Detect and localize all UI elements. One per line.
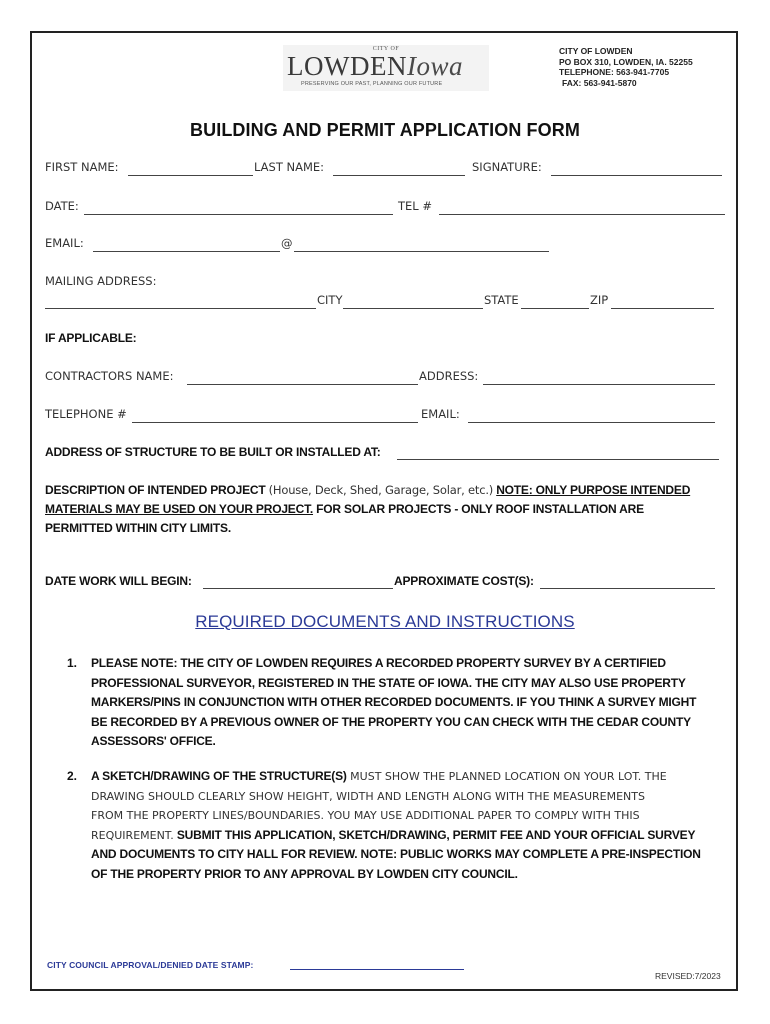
description-examples: (House, Deck, Shed, Garage, Solar, etc.) bbox=[268, 483, 494, 497]
date-label: DATE: bbox=[45, 199, 79, 213]
item-1-line: MARKERS/PINS IN CONJUNCTION WITH OTHER RECORDED DOCUMENTS. IF YOU THINK A SURVEY MIGHT bbox=[91, 695, 697, 709]
email-domain-field[interactable] bbox=[294, 251, 549, 252]
contractor-telephone-label: TELEPHONE # bbox=[45, 407, 127, 421]
item-2-line: AND DOCUMENTS TO CITY HALL FOR REVIEW. NOTE: PUBLIC WORKS MAY COMPLETE A PRE-INSPECTION bbox=[91, 847, 701, 861]
mailing-address-field[interactable] bbox=[45, 308, 316, 309]
item-2-number: 2. bbox=[67, 769, 78, 783]
address-line: FAX: 563-941-5870 bbox=[562, 77, 637, 88]
item-2-text bbox=[91, 767, 731, 884]
email-user-field[interactable] bbox=[93, 251, 280, 252]
council-stamp-field[interactable] bbox=[290, 969, 464, 970]
structure-address-field[interactable] bbox=[397, 459, 719, 460]
city-label: CITY bbox=[317, 293, 343, 307]
email-label: EMAIL: bbox=[45, 236, 84, 250]
last-name-field[interactable] bbox=[333, 175, 465, 176]
logo-city-of: CITY OF bbox=[372, 46, 400, 52]
description-label: DESCRIPTION OF INTENDED PROJECT bbox=[45, 483, 266, 497]
state-label: STATE bbox=[484, 293, 519, 307]
state-field[interactable] bbox=[521, 308, 589, 309]
tel-field[interactable] bbox=[439, 214, 725, 215]
item-2-submit-bold: SUBMIT THIS APPLICATION, SKETCH/DRAWING, PERMIT FEE AND YOUR OFFICIAL SURVEY bbox=[173, 827, 696, 842]
item-2-sketch-rest: MUST SHOW THE PLANNED LOCATION ON YOUR LOT. THE bbox=[346, 770, 667, 783]
city-address-block bbox=[559, 46, 693, 88]
address-line: TELEPHONE: 563-941-7705 bbox=[559, 67, 670, 77]
note-purpose-materials-cont: MATERIALS MAY BE USED ON YOUR PROJECT. bbox=[45, 502, 314, 516]
contractors-name-label: CONTRACTORS NAME: bbox=[45, 369, 174, 383]
city-field[interactable] bbox=[343, 308, 483, 309]
if-applicable-heading: IF APPLICABLE: bbox=[45, 331, 137, 345]
zip-field[interactable] bbox=[611, 308, 714, 309]
date-field[interactable] bbox=[84, 214, 393, 215]
contractors-name-field[interactable] bbox=[187, 384, 418, 385]
approx-cost-field[interactable] bbox=[540, 588, 715, 589]
item-1-text bbox=[91, 654, 731, 752]
contractor-email-field[interactable] bbox=[468, 422, 715, 423]
signature-label: SIGNATURE: bbox=[472, 160, 542, 174]
mailing-address-label: MAILING ADDRESS: bbox=[45, 274, 157, 288]
form-title: BUILDING AND PERMIT APPLICATION FORM bbox=[190, 120, 580, 140]
zip-label: ZIP bbox=[590, 293, 609, 307]
date-work-begin-label: DATE WORK WILL BEGIN: bbox=[45, 574, 192, 588]
item-1-line: BE RECORDED BY A PREVIOUS OWNER OF THE PROPERTY YOU CAN CHECK WITH THE CEDAR COUNTY bbox=[91, 714, 691, 729]
lowden-iowa-logo bbox=[283, 45, 489, 91]
item-2-sketch-bold: A SKETCH/DRAWING OF THE STRUCTURE(S) bbox=[91, 769, 347, 783]
logo-lowden: LOWDEN bbox=[287, 51, 407, 81]
note-purpose-materials: NOTE: ONLY PURPOSE INTENDED bbox=[496, 483, 691, 497]
required-documents-heading: REQUIRED DOCUMENTS AND INSTRUCTIONS bbox=[195, 612, 575, 631]
last-name-label: LAST NAME: bbox=[254, 160, 325, 174]
contractor-address-field[interactable] bbox=[483, 384, 715, 385]
item-1-line: ASSESSORS' OFFICE. bbox=[91, 734, 216, 748]
solar-note: FOR SOLAR PROJECTS - ONLY ROOF INSTALLATION ARE bbox=[316, 502, 644, 516]
logo-iowa: Iowa bbox=[406, 51, 463, 81]
contractor-address-label: ADDRESS: bbox=[419, 369, 479, 383]
address-line: PO BOX 310, LOWDEN, IA. 52255 bbox=[559, 56, 693, 67]
item-1-line: PLEASE NOTE: THE CITY OF LOWDEN REQUIRES A RECORDED PROPERTY SURVEY BY A CERTIFIED bbox=[91, 656, 666, 670]
item-2-requirement: REQUIREMENT. bbox=[91, 828, 174, 842]
structure-address-label: ADDRESS OF STRUCTURE TO BE BUILT OR INSTALLED AT: bbox=[45, 445, 381, 459]
item-1-line: PROFESSIONAL SURVEYOR, REGISTERED IN THE STATE OF IOWA. THE CITY MAY ALSO USE PROPERTY bbox=[91, 675, 686, 690]
first-name-field[interactable] bbox=[128, 175, 253, 176]
first-name-label: FIRST NAME: bbox=[45, 160, 119, 174]
contractor-telephone-field[interactable] bbox=[132, 422, 418, 423]
council-stamp-label: CITY COUNCIL APPROVAL/DENIED DATE STAMP: bbox=[47, 960, 254, 970]
solar-note-cont: PERMITTED WITHIN CITY LIMITS. bbox=[45, 521, 231, 535]
item-2-line: OF THE PROPERTY PRIOR TO ANY APPROVAL BY LOWDEN CITY COUNCIL. bbox=[91, 866, 518, 881]
revised-date: REVISED:7/2023 bbox=[655, 971, 721, 981]
date-work-begin-field[interactable] bbox=[203, 588, 393, 589]
item-1-number: 1. bbox=[67, 656, 78, 670]
approx-cost-label: APPROXIMATE COST(S): bbox=[394, 574, 534, 588]
email-at-sign: @ bbox=[281, 236, 293, 250]
tel-label: TEL # bbox=[398, 199, 432, 213]
item-2-line: FROM THE PROPERTY LINES/BOUNDARIES. YOU MAY USE ADDITIONAL PAPER TO COMPLY WITH THIS bbox=[91, 809, 640, 822]
address-line: CITY OF LOWDEN bbox=[559, 46, 633, 56]
contractor-email-label: EMAIL: bbox=[421, 407, 460, 421]
logo-tagline: PRESERVING OUR PAST, PLANNING OUR FUTURE bbox=[301, 81, 443, 87]
item-2-line: DRAWING SHOULD CLEARLY SHOW HEIGHT, WIDTH AND LENGTH ALONG WITH THE MEASUREMENTS bbox=[91, 789, 645, 803]
signature-field[interactable] bbox=[551, 175, 722, 176]
